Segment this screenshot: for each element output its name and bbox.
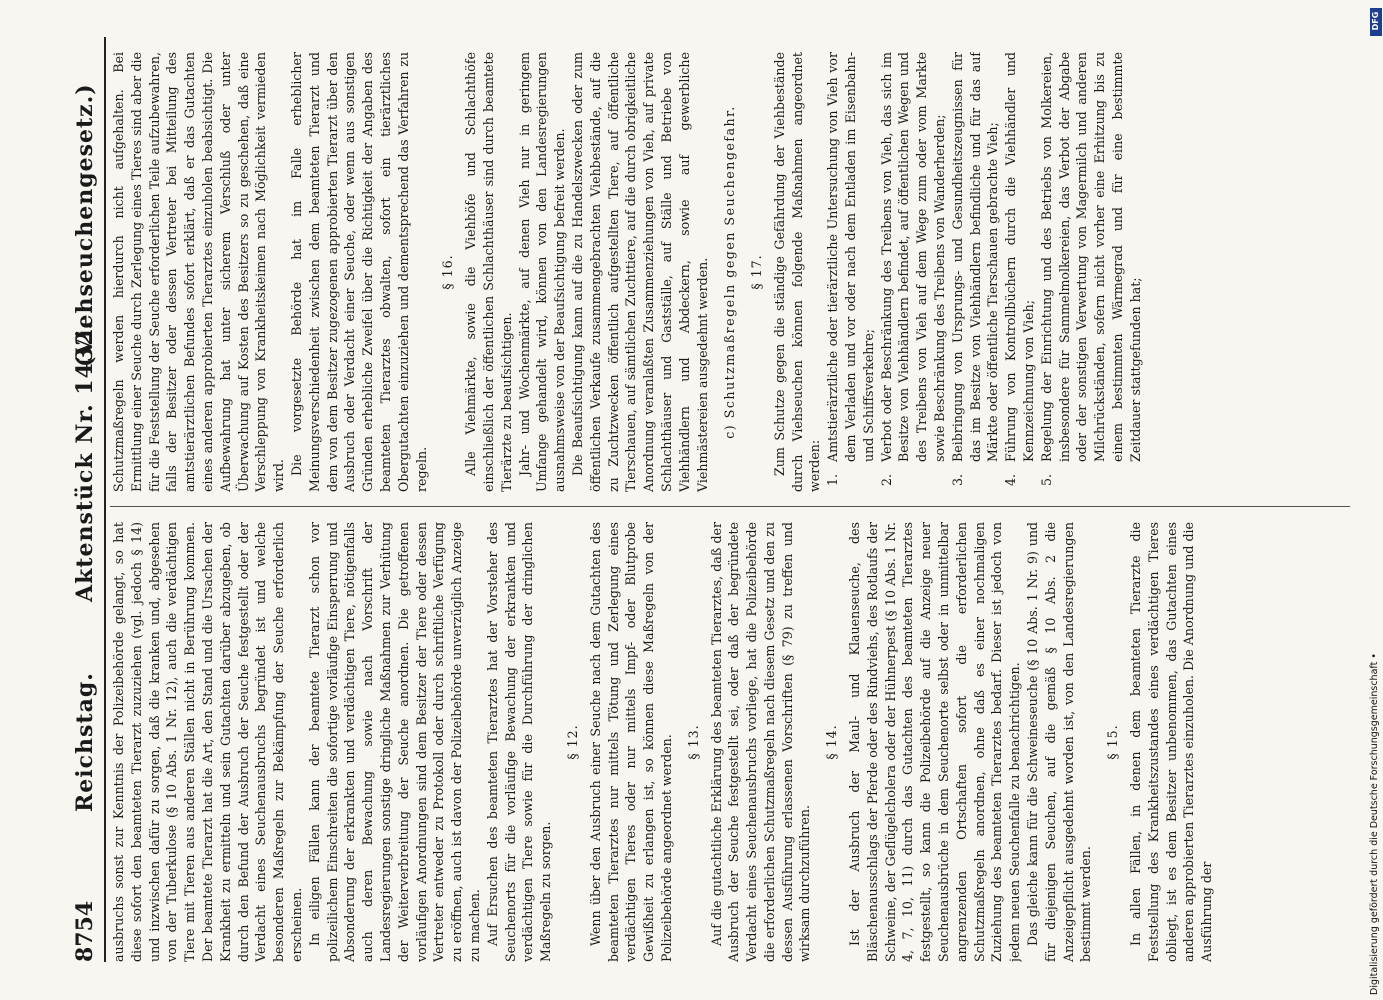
- page-number: 8754: [72, 900, 98, 962]
- paragraph: ausbruchs sonst zur Kenntnis der Polizeibehörde gelangt, so hat diese sofort den beamteten Tierarzt zuzuziehen (vgl. jedoch § 14) und inzwischen dafür zu sorgen, daß die kranken und, abgesehen von der Tuberkulose (§ 10 Abs. 1 Nr. 12), auch die verdächtigen Tiere mit Tieren aus anderen Ställen nicht in Berührung kommen. Der beamtete Tierarzt hat die Art, den Stand und die Ursachen der Krankheit zu ermitteln und sein Gutachten darüber abzugeben, ob durch den Befund der Ausbruch der Seuche festgestellt oder der Verdacht eines Seuchenausbruchs begründet ist und welche besonderen Maßregeln zur Bekämpfung der Seuche erforderlich erscheinen.: [111, 522, 304, 962]
- header-law-name: (Viehseuchengesetz.): [72, 83, 98, 367]
- paragraph: In eiligen Fällen kann der beamtete Tierarzt schon vor polizeilichem Einschreiten die sofortige vorläufige Einsperrung und Absonderung der erkrankten und verdächtigen Tiere, nötigenfalls auch deren Bewachung sowie nach Vorschrift der Landesregierungen sonstige dringliche Maßnahmen zur Verhütung der Weiterverbreitung der Seuche anordnen. Die getroffenen vorläufigen Anordnungen sind dem Besitzer der Tiere oder dessen Vertreter entweder zu Protokoll oder durch schriftliche Verfügung zu eröffnen, auch ist davon der Polizeibehörde unverzüglich Anzeige zu machen.: [306, 522, 482, 962]
- dfg-logo: DFG: [1370, 8, 1382, 36]
- paragraph: Auf Ersuchen des beamteten Tierarztes hat der Vorsteher des Seuchenorts für die vorläufige Bewachung der erkrankten und verdächtigen Tiere sowie für die Durchführung der dringlichen Maßregeln zu sorgen.: [484, 522, 554, 962]
- left-column: [110, 522, 1355, 962]
- header-title: Reichstag.: [72, 672, 98, 812]
- column-divider: [110, 506, 1350, 507]
- list-item: 4. Führung von Kontrollbüchern durch die Viehhändler und Kennzeichnung von Vieh;: [1003, 52, 1037, 486]
- section-heading: § 16.: [440, 254, 456, 290]
- paragraph: Jahr- und Wochenmärkte, auf denen Vieh nur in geringem Umfange gehandelt wird, können von den Landesregierungen ausnahmsweise von der Beaufsichtigung befreit werden.: [516, 52, 568, 492]
- list-item: 1. Amtstierärztliche oder tierärztliche Untersuchung von Vieh vor dem Verladen und vor oder nach dem Entladen im Eisenbahn- und Schiffsverkehre;: [825, 52, 876, 486]
- paragraph: Die Beaufsichtigung kann auf die zu Handelszwecken oder zum öffentlichen Verkaufe zusammengebrachten Viehbestände, auf die zu Zuchtzwecken öffentlich aufgestellten Tiere, auf öffentliche Tierschauen, auf sämtlichen Zuchttiere, auf die durch obrigkeitliche Anordnung veranlaßten Zusammenziehungen von Vieh, auf private Schlachthäuser und Gastställe, auf Ställe und Betriebe von Viehhändlern und Abdeckern, sowie auf gewerbliche Viehmästereien ausgedehnt werden.: [569, 52, 710, 492]
- header-act-number: Aktenstück Nr. 1432.: [72, 320, 98, 602]
- header-rule: [104, 37, 106, 962]
- list-item: 5. Regelung der Einrichtung und des Betriebs von Molkereien, insbesondere für Sammelmolkereien, das Verbot der Abgabe oder der sonstigen Verwertung von Magermilch und anderen Milchrückständen, sofern nicht vorher eine Erhitzung bis zu einem bestimmten Wärmegrad und für eine bestimmte Zeitdauer stattgefunden hat;: [1038, 52, 1143, 486]
- list-item: 3. Beibringung von Ursprungs- und Gesundheitszeugnissen für das im Besitze von Viehhändlern befindliche und für das auf Märkte oder öffentliche Tierschauen gebrachte Vieh;: [949, 52, 1001, 486]
- subsection-heading: c) Schutzmaßregeln gegen Seuchengefahr.: [722, 105, 738, 439]
- section-heading: § 12.: [564, 724, 580, 760]
- section-heading: § 14.: [824, 724, 840, 760]
- paragraph: Zum Schutze gegen die ständige Gefährdung der Viehbestände durch Viehseuchen können folgende Maßnahmen angeordnet werden:: [771, 52, 823, 492]
- paragraph: In allen Fällen, in denen dem beamteten Tierarzte die Feststellung des Krankheitszustandes eines verdächtigen Tieres obliegt, ist es dem Besitzer unbenommen, das Gutachten eines anderen approbierten Tierarztes einzuholen. Die Anordnung und die Ausführung der: [1128, 522, 1215, 962]
- paragraph: Schutzmaßregeln werden hierdurch nicht aufgehalten. Bei Ermittlung einer Seuche durch Zerlegung eines Tieres sind aber die für die Feststellung der Seuche erforderlichen Teile aufzubewahren, falls der Besitzer oder dessen Vertreter bei Mitteilung des amtstierärztlichen Befundes sofort erklärt, daß er das Gutachten eines anderen approbierten Tierarztes einzuholen beabsichtigt. Die Aufbewahrung hat unter sicherem Verschluß oder unter Überwachung auf Kosten des Besitzers so zu geschehen, daß eine Verschleppung von Krankheitskeimen nach Möglichkeit vermieden wird.: [111, 52, 287, 492]
- paragraph: Wenn über den Ausbruch einer Seuche nach dem Gutachten des beamteten Tierarztes nur mittels Tötung und Zerlegung eines verdächtigen Tieres oder nur mittels Impf- oder Blutprobe Gewißheit zu erlangen ist, so können diese Maßregeln von der Polizeibehörde angeordnet werden.: [587, 522, 674, 962]
- list-item: 2. Verbot oder Beschränkung des Treibens von Vieh, das sich im Besitze von Viehhändlern befindet, auf öffentlichen Wegen und des Treibens von Vieh auf dem Wege zum oder vom Markte sowie Beschränkung des Treibens von Wanderherden;: [878, 52, 948, 486]
- right-column: [110, 52, 1355, 492]
- measures-list: [824, 52, 1144, 492]
- rotated-document-page: [70, 37, 1360, 962]
- section-heading: § 15.: [1105, 724, 1121, 760]
- paragraph: Ist der Ausbruch der Maul- und Klauenseuche, des Bläschenausschlags der Pferde oder des Rindviehs, des Rotlaufs der Schweine, der Geflügelcholera oder der Hühnerpest (§ 10 Abs. 1 Nr. 4, 7, 10, 11) durch das Gutachten des beamteten Tierarztes festgestellt, so kann die Polizeibehörde auf die Anzeige neuer Seuchenausbrüche in dem Seuchenorte selbst oder in unmittelbar angrenzenden Ortschaften sofort die erforderlichen Schutzmaßregeln anordnen, ohne daß es einer nochmaligen Zuziehung des beamteten Tierarztes bedarf. Dieser ist jedoch von jedem neuen Seuchenfalle zu benachrichtigen.: [847, 522, 1023, 962]
- paragraph: Alle Viehmärkte, sowie die Viehhöfe und Schlachthöfe einschließlich der öffentlichen Schlachthäuser sind durch beamtete Tierärzte zu beaufsichtigen.: [463, 52, 514, 492]
- paragraph: Auf die gutachtliche Erklärung des beamteten Tierarztes, daß der Ausbruch der Seuche festgestellt sei, oder daß der begründete Verdacht eines Seuchenausbruchs vorliege, hat die Polizeibehörde die erforderlichen Schutzmaßregeln nach diesem Gesetz und den zu dessen Ausführung erlassenen Vorschriften (§ 79) zu treffen und wirksam durchzuführen.: [708, 522, 813, 962]
- section-heading: § 17.: [749, 254, 765, 290]
- digitization-note: Digitalisierung gefördert durch die Deutsche Forschungsgemeinschaft •: [1369, 653, 1380, 995]
- page-header: [70, 37, 100, 962]
- paragraph: Die vorgesetzte Behörde hat im Falle erheblicher Meinungsverschiedenheit zwischen dem beamteten Tierarzt und dem von dem Besitzer zugezogenen approbierten Tierarzt über den Ausbruch oder Verdacht einer Seuche, oder wenn aus sonstigen Gründen erhebliche Zweifel über die Richtigkeit der Angaben des beamteten Tierarztes obwalten, sofort ein tierärztliches Obergutachten einzuziehen und dementsprechend das Verfahren zu regeln.: [288, 52, 429, 492]
- paragraph: Das gleiche kann für die Schweineseuche (§ 10 Abs. 1 Nr. 9) und für diejenigen Seuchen, auf die gemäß § 10 Abs. 2 die Anzeigepflicht ausgedehnt worden ist, von den Landesregierungen bestimmt werden.: [1025, 522, 1094, 962]
- section-heading: § 13.: [685, 724, 701, 760]
